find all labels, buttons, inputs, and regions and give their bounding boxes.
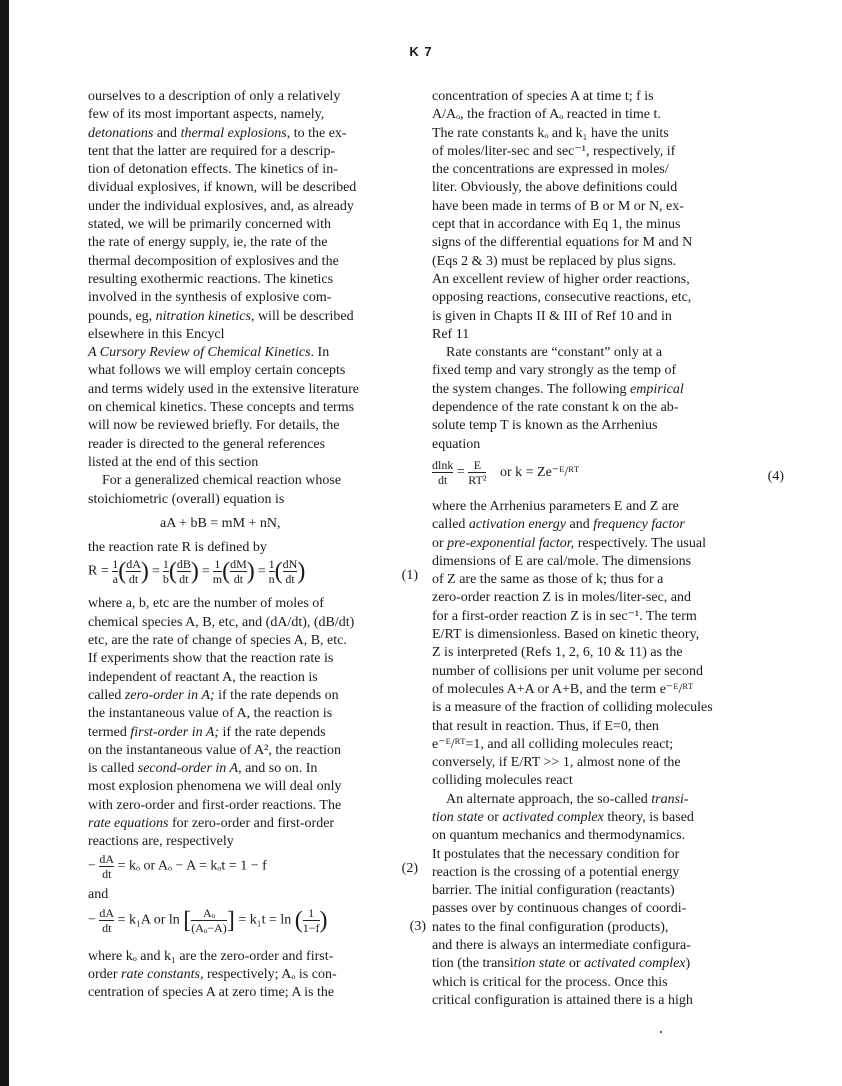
text-line: with zero-order and first-order reactions. The — [88, 797, 342, 813]
left-paragraph-2 — [88, 344, 418, 472]
text-line: critical configuration is attained there is a high — [432, 992, 693, 1008]
text-line: reactions are, respectively — [88, 834, 234, 850]
text-line: number of collisions per unit volume per second — [432, 663, 703, 679]
text-line: nates to the final configuration (products), — [432, 919, 669, 935]
text-line: where the Arrhenius parameters E and Z are — [432, 498, 679, 514]
text-line: will now be reviewed briefly. For details, the — [88, 418, 340, 434]
text-line: A Cursory Review of Chemical Kinetics. In — [88, 345, 330, 361]
right-paragraph-1 — [432, 88, 762, 344]
text-line: pounds, eg, nitration kinetics, will be described — [88, 308, 354, 324]
text-line: fixed temp and vary strongly as the temp of — [432, 363, 677, 379]
eq4-derivative: $\frac{dlnk}{dt}$ — [432, 457, 454, 487]
text-line: most explosion phenomena we will deal only — [88, 779, 342, 795]
text-line: dimensions of E are cal/mole. The dimensions — [432, 553, 692, 569]
text-line: and terms widely used in the extensive literature — [88, 381, 359, 397]
text-line: An excellent review of higher order reactions, — [432, 271, 690, 287]
text-line: the system changes. The following empirical — [432, 381, 684, 397]
eq1-operator: = — [257, 564, 266, 580]
page-number-header: K 7 — [409, 44, 433, 59]
eq3-paren-close: ) — [319, 907, 328, 934]
text-line: rate equations for zero-order and first-order — [88, 815, 335, 831]
text-line: called zero-order in A; if the rate depends on — [88, 687, 339, 703]
text-line: reaction is the crossing of a potential energy — [432, 864, 680, 880]
right-paragraph-3 — [432, 498, 762, 791]
eq3-fraction: $\frac{1}{1-f}$ — [302, 905, 320, 935]
text-line: conversely, if E/RT >> 1, almost none of the — [432, 755, 681, 771]
text-line: colliding molecules react — [432, 773, 573, 789]
eq3-bracket-open: [ — [183, 907, 192, 934]
text-line: called activation energy and frequency factor — [432, 517, 685, 533]
eq1-term: $\frac{1}{b}$ ( $\frac{dB}{dt}$ ) — [162, 557, 199, 587]
text-line: dividual explosives, if known, will be described — [88, 180, 357, 196]
eq1-operator: = — [151, 564, 160, 580]
eq3-ln-fraction: $\frac{\text{Aₒ}}{\text{(Aₒ−A)}}$ — [191, 905, 227, 935]
text-line: tion (the transition state or activated complex) — [432, 956, 691, 972]
eq1-operator: = — [201, 564, 210, 580]
text-line: If experiments show that the reaction rate is — [88, 651, 334, 667]
text-line: An alternate approach, the so-called transi- — [446, 791, 689, 807]
text-line: stoichiometric (overall) equation is — [88, 491, 285, 507]
text-line: few of its most important aspects, namely, — [88, 107, 325, 123]
text-line: where a, b, etc are the number of moles of — [88, 596, 324, 612]
stoichiometric-equation: aA + bB = mM + nN, — [160, 515, 281, 531]
text-line: on the instantaneous value of A², the reaction — [88, 742, 342, 758]
text-line: for a first-order reaction Z is in sec⁻¹. The term — [432, 608, 697, 624]
text-line: tion of detonation effects. The kinetics of in- — [88, 162, 338, 178]
and-text: and — [88, 886, 109, 902]
text-line: is given in Chapts II & III of Ref 10 and in — [432, 308, 672, 324]
eq1-term: $\frac{1}{n}$ ( $\frac{dN}{dt}$ ) — [268, 557, 306, 587]
text-line: dependence of the rate constant k on the ab- — [432, 400, 679, 416]
text-line: involved in the synthesis of explosive com- — [88, 290, 332, 306]
text-line: on chemical kinetics. These concepts and terms — [88, 400, 355, 416]
text-line: A/Aₒ, the fraction of Aₒ reacted in time t. — [432, 107, 661, 123]
text-line: which is critical for the process. Once this — [432, 974, 668, 990]
text-line: tion state or activated complex theory, is based — [432, 809, 694, 825]
eq4-rest: or k = Ze⁻ᴱ/ᴿᵀ — [499, 464, 580, 480]
eq3-tail: = k₁t = ln — [238, 912, 292, 928]
right-paragraph-4 — [432, 791, 762, 1011]
eq1-lhs: R = — [88, 564, 109, 580]
text-line: passes over by continuous changes of coordi- — [432, 901, 687, 917]
equation-4 — [432, 457, 784, 498]
text-line: liter. Obviously, the above definitions could — [432, 180, 678, 196]
text-line: of molecules A+A or A+B, and the term e⁻ᴱ/ᴿᵀ — [432, 681, 694, 697]
eq1-term: $\frac{1}{m}$ ( $\frac{dM}{dt}$ ) — [212, 557, 255, 587]
text-line: independent of reactant A, the reaction is — [88, 669, 318, 685]
text-line: ourselves to a description of only a relatively — [88, 89, 341, 104]
eq1-term: $\frac{1}{a}$ ( $\frac{dA}{dt}$ ) — [112, 557, 149, 587]
left-paragraph-1 — [88, 88, 418, 344]
eq4-number: (4) — [767, 468, 784, 484]
text-line: etc, are the rate of change of species A, B, etc. — [88, 633, 347, 649]
text-line: reader is directed to the general references — [88, 436, 326, 452]
text-line: of moles/liter-sec and sec⁻¹, respectively, if — [432, 143, 676, 159]
text-line: The rate constants kₒ and k₁ have the units — [432, 125, 669, 141]
left-paragraph-4: the reaction rate R is defined by — [88, 540, 267, 556]
text-line: the instantaneous value of A, the reaction is — [88, 706, 333, 722]
text-line: that result in reaction. Thus, if E=0, then — [432, 718, 659, 734]
equation-3 — [88, 905, 426, 948]
text-line: Z is interpreted (Refs 1, 2, 6, 10 & 11) as the — [432, 645, 683, 661]
text-line: solute temp T is known as the Arrhenius — [432, 418, 658, 434]
text-line: the rate of energy supply, ie, the rate of the — [88, 235, 328, 251]
eq2-body: = kₒ or Aₒ − A = kₒt = 1 − f — [117, 858, 267, 874]
text-line: (Eqs 2 & 3) must be replaced by plus signs. — [432, 253, 677, 269]
text-line: zero-order reaction Z is in moles/liter-sec, and — [432, 590, 691, 606]
eq3-mid: = k₁A or ln — [117, 912, 180, 928]
eq2-sign: − — [88, 858, 96, 874]
text-line: what follows we will employ certain concepts — [88, 363, 346, 379]
text-line: resulting exothermic reactions. The kinetics — [88, 271, 334, 287]
left-column — [88, 88, 426, 1003]
eq3-bracket-close: ] — [226, 907, 235, 934]
left-paragraph-3 — [88, 472, 418, 509]
right-column — [432, 88, 784, 1010]
text-line: the concentrations are expressed in moles/ — [432, 162, 669, 178]
text-line: concentration of species A at time t; f is — [432, 89, 654, 104]
text-line: detonations and thermal explosions, to the ex- — [88, 125, 347, 141]
text-line: For a generalized chemical reaction whose — [102, 473, 342, 489]
eq3-sign: − — [88, 912, 96, 928]
page-speck — [660, 1031, 662, 1033]
eq1-number: (1) — [401, 568, 418, 584]
text-line: equation — [432, 436, 481, 452]
eq4-equals: = — [456, 464, 465, 480]
text-line: e⁻ᴱ/ᴿᵀ=1, and all colliding molecules react; — [432, 736, 674, 752]
text-line: opposing reactions, consecutive reactions, etc, — [432, 290, 692, 306]
right-paragraph-2 — [432, 344, 762, 454]
text-line: stated, we will be primarily concerned with — [88, 217, 331, 233]
text-line: have been made in terms of B or M or N, ex- — [432, 198, 684, 214]
text-line: order rate constants, respectively; Aₒ is con- — [88, 967, 337, 983]
eq4-energy-fraction: $\frac{E}{\text{RT²}}$ — [468, 457, 487, 487]
text-line: centration of species A at zero time; A is the — [88, 985, 335, 1001]
text-line: thermal decomposition of explosives and the — [88, 253, 339, 269]
text-line: chemical species A, B, etc, and (dA/dt), (dB/dt) — [88, 614, 355, 630]
text-line: where kₒ and k₁ are the zero-order and first- — [88, 948, 334, 964]
text-line: and there is always an intermediate configura- — [432, 938, 691, 954]
equation-1 — [88, 557, 418, 595]
text-line: Ref 11 — [432, 326, 470, 342]
eq3-number: (3) — [409, 918, 426, 934]
left-paragraph-6 — [88, 948, 418, 1003]
text-line: or pre-exponential factor, respectively. The usual — [432, 535, 706, 551]
text-line: listed at the end of this section — [88, 454, 259, 470]
text-line: is called second-order in A, and so on. In — [88, 761, 318, 777]
text-line: is a measure of the fraction of colliding molecules — [432, 700, 713, 716]
text-line: elsewhere in this Encycl — [88, 326, 225, 342]
text-line: Rate constants are “constant” only at a — [446, 345, 663, 361]
text-line: of Z are the same as those of k; thus for a — [432, 572, 664, 588]
left-paragraph-5 — [88, 595, 418, 851]
text-line: barrier. The initial configuration (reactants) — [432, 883, 675, 899]
eq2-derivative: $\frac{dA}{dt}$ — [99, 851, 115, 881]
text-line: under the individual explosives, and, as already — [88, 198, 354, 214]
text-line: tent that the latter are required for a descrip- — [88, 143, 336, 159]
text-line: E/RT is dimensionless. Based on kinetic theory, — [432, 627, 700, 643]
text-line: termed first-order in A; if the rate depends — [88, 724, 326, 740]
eq3-derivative: $\frac{dA}{dt}$ — [99, 905, 115, 935]
eq3-paren-open: ( — [294, 907, 303, 934]
eq2-number: (2) — [401, 860, 418, 876]
text-line: It postulates that the necessary condition for — [432, 846, 680, 862]
text-line: cept that in accordance with Eq 1, the minus — [432, 217, 681, 233]
equation-2 — [88, 852, 418, 886]
page-edge-shadow — [0, 0, 9, 1086]
text-line: on quantum mechanics and thermodynamics. — [432, 828, 686, 844]
text-line: signs of the differential equations for M and N — [432, 235, 693, 251]
